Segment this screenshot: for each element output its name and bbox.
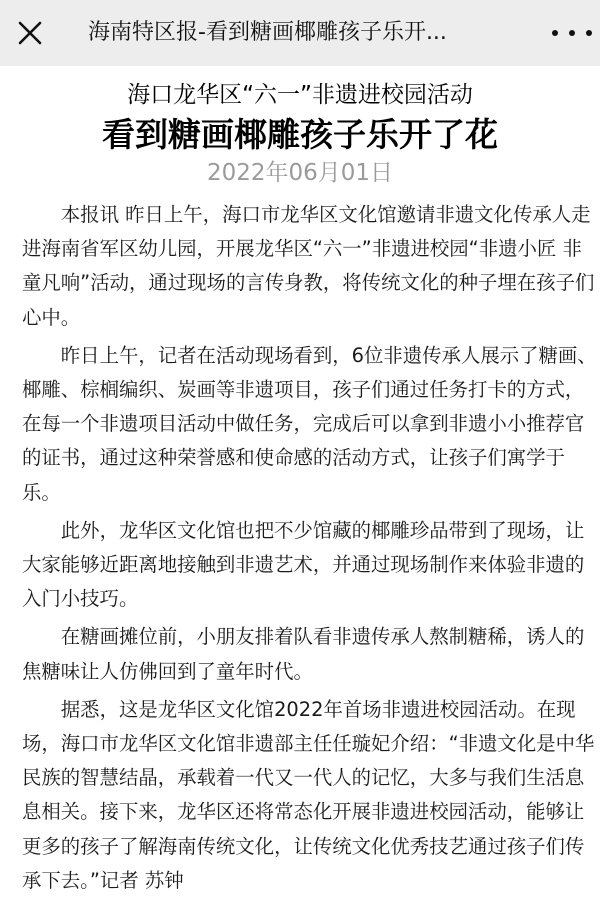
article-paragraph: 昨日上午，记者在活动现场看到，6位非遗传承人展示了糖画、椰雕、棕榈编织、炭画等非遗项目，孩子们通过任务打卡的方式，在每一个非遗项目活动中做任务，完成后可以拿到非遗小小推荐官的证书，通过这种荣誉感和使命感的活动方式，让孩子们寓学于乐。: [22, 343, 597, 504]
dot: [569, 30, 575, 36]
close-icon[interactable]: [14, 17, 46, 49]
article-paragraph: 本报讯 昨日上午，海口市龙华区文化馆邀请非遗文化传承人走进海南省军区幼儿园，开展龙华区“六一”非遗进校园“非遗小匠 非童凡响”活动，通过现场的言传身教，将传统文化的种子埋在孩子们心中。: [22, 203, 595, 329]
article-paragraph: 此外，龙华区文化馆也把不少馆藏的椰雕珍品带到了现场，让大家能够近距离地接触到非遗艺术，并通过现场制作来体验非遗的入门小技巧。: [22, 518, 585, 611]
article-paragraph: 在糖画摊位前，小朋友排着队看非遗传承人熬制糖稀，诱人的焦糖味让人仿佛回到了童年时代。: [22, 625, 585, 683]
article-subtitle: 海口龙华区“六一”非遗进校园活动: [127, 82, 473, 108]
article-body: [22, 198, 600, 902]
article: [0, 66, 600, 892]
more-dots-icon[interactable]: [552, 20, 592, 46]
article-headline: 看到糖画椰雕孩子乐开了花: [102, 115, 498, 154]
dot: [586, 30, 592, 36]
dot: [552, 30, 558, 36]
page-title: 海南特区报-看到糖画椰雕孩子乐开...: [88, 20, 447, 45]
top-bar: [0, 0, 600, 66]
article-date: 2022年06月01日: [206, 160, 394, 186]
article-paragraph: 据悉，这是龙华区文化馆2022年首场非遗进校园活动。在现场，海口市龙华区文化馆非遗部主任任璇妃介绍：“非遗文化是中华民族的智慧结晶，承载着一代又一代人的记忆，大多与我们生活息息相关。接下来，龙华区还将常态化开展非遗进校园活动，能够让更多的孩子了解海南传统文化，让传统文化优秀技艺通过孩子们传承下去。”记者 苏钟: [22, 697, 595, 892]
